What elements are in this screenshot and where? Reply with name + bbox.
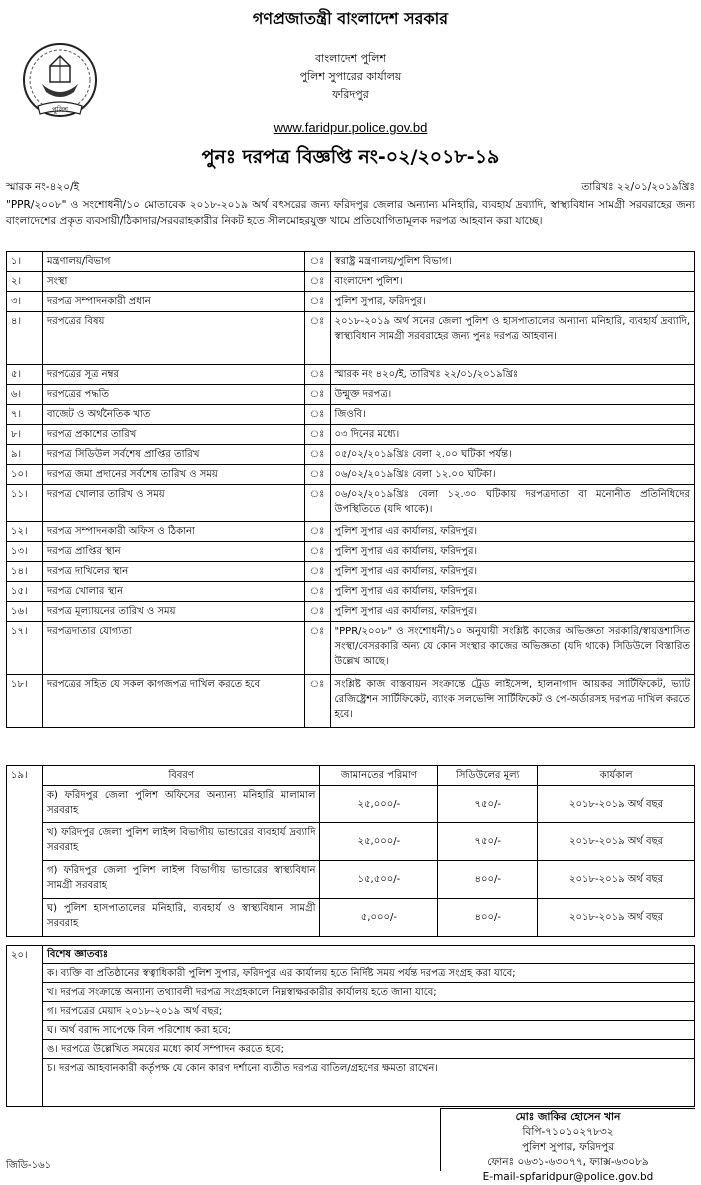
row-value: ০৬/০২/২০১৯খ্রিঃ বেলা ১২.৩০ ঘটিকায় দরপত্রদাতা বা মনোনীত প্রতিনিধিদের উপস্থিতিতে (যদি থাকে)। (330, 485, 694, 522)
detail-row (7, 485, 695, 522)
row-number: ১৭। (7, 622, 43, 675)
row-colon: ঃ (304, 542, 330, 562)
row-label: দরপত্রের পদ্ধতি (42, 385, 304, 405)
row-label: দরপত্র সম্পাদনকারী প্রধান (42, 292, 304, 312)
detail-row (7, 385, 695, 405)
row-colon: ঃ (304, 675, 330, 728)
row-colon: ঃ (304, 405, 330, 425)
signatory-email[interactable]: E-mail-spfaridpur@police.gov.bd (482, 1171, 654, 1183)
row-number: ৭। (7, 405, 43, 425)
row-number: ১৫। (7, 582, 43, 602)
memo-date: তারিখঃ ২২/০১/২০১৯খ্রিঃ (581, 181, 695, 193)
row-label: দরপত্র সম্পাদনকারী অফিস ও ঠিকানা (42, 522, 304, 542)
footer-code: জিডি-১৬১ (6, 1160, 52, 1171)
detail-row (7, 602, 695, 622)
row-value: স্মারক নং ৪২০/ই, তারিখঃ ২২/০১/২০১৯খ্রিঃ (330, 365, 694, 385)
row-value: পুলিশ সুপার এর কার্যালয়, ফরিদপুর। (330, 542, 694, 562)
row-number: ৪। (7, 312, 43, 365)
row-label: সংস্থা (42, 272, 304, 292)
header-description: বিবরণ (42, 766, 319, 786)
special-notes-number: ২০। (7, 946, 43, 1106)
department-name: বাংলাদেশ পুলিশ (315, 52, 386, 65)
item-row (7, 823, 695, 861)
detail-row (7, 582, 695, 602)
row-value: বাংলাদেশ পুলিশ। (330, 272, 694, 292)
item-period: ২০১৮-২০১৯ অর্থ বছর (538, 823, 695, 861)
row-label: দরপত্র খোলার তারিখ ও সময় (42, 485, 304, 522)
item-security: ২৫,০০০/- (320, 823, 438, 861)
row-colon: ঃ (304, 292, 330, 312)
detail-row (7, 445, 695, 465)
detail-row (7, 675, 695, 728)
detail-row (7, 425, 695, 445)
memo-row (6, 180, 695, 196)
item-row (7, 861, 695, 899)
detail-row (7, 542, 695, 562)
row-number: ৩। (7, 292, 43, 312)
item-security: ৫,০০০/- (320, 899, 438, 937)
special-note-line: গ। দরপত্রের মেয়াদ ২০১৮-২০১৯ অর্থ বছর; (43, 1002, 694, 1021)
signatory-phone: ফোনঃ ০৬৩১-৬৩০৭৭, ফ্যাক্স-৬৩০৮৯ (487, 1156, 649, 1168)
row-value: "PPR/২০০৮" ও সংশোধনী/১০ অনুযায়ী সংশ্লিষ্ট কাজের অভিজ্ঞতা সরকারি/স্বায়ত্তশাসিত সংস্থা/বেসরকারি অন্য যে কোন সংস্থার কাজের অভিজ্ঞতা (যদি থাকে) সিডিউলে বিস্তারিত উল্লেখ আছে। (330, 622, 694, 675)
detail-row (7, 465, 695, 485)
district-name: ফরিদপুর (332, 88, 369, 101)
special-notes (6, 945, 695, 1107)
row-label: মন্ত্রণালয়/বিভাগ (42, 252, 304, 272)
item-description: খ) ফরিদপুর জেলা পুলিশ লাইন্স বিভাগীয় ভান্ডারের ব্যবহার্য দ্রব্যাদি সরবরাহ (42, 823, 319, 861)
row-label: দরপত্র প্রকাশের তারিখ (42, 425, 304, 445)
items-header-row (7, 766, 695, 786)
row-number: ২। (7, 272, 43, 292)
row-number: ১০। (7, 465, 43, 485)
special-notes-body (43, 946, 694, 1078)
row-colon: ঃ (304, 485, 330, 522)
special-note-line: ঙ। দরপত্রে উল্লেখিত সময়ের মধ্যে কার্য সম্পাদন করতে হবে; (43, 1040, 694, 1059)
row-colon: ঃ (304, 425, 330, 445)
detail-row (7, 292, 695, 312)
row-value: পুলিশ সুপার এর কার্যালয়, ফরিদপুর। (330, 602, 694, 622)
detail-row (7, 522, 695, 542)
row-label: দরপত্রদাতার যোগ্যতা (42, 622, 304, 675)
row-value: পুলিশ সুপার এর কার্যালয়, ফরিদপুর। (330, 562, 694, 582)
row-colon: ঃ (304, 385, 330, 405)
row-value: জিওবি। (330, 405, 694, 425)
row-colon: ঃ (304, 465, 330, 485)
row-number: ১৪। (7, 562, 43, 582)
item-description: ক) ফরিদপুর জেলা পুলিশ অফিসের অন্যান্য মনিহারি মালামাল সরবরাহ (42, 786, 319, 823)
signatory-designation: পুলিশ সুপার, ফরিদপুর (522, 1141, 614, 1153)
row-label: বাজেট ও অর্থনৈতিক খাত (42, 405, 304, 425)
row-colon: ঃ (304, 582, 330, 602)
row-value: ০৬/০২/২০১৯খ্রিঃ বেলা ১২.০০ ঘটিকা। (330, 465, 694, 485)
row-value: ০৫/০২/২০১৯খ্রিঃ বেলা ২.০০ ঘটিকা পর্যন্ত। (330, 445, 694, 465)
special-notes-title: বিশেষ জ্ঞাতব্যঃ (43, 946, 694, 964)
row-label: দরপত্রের বিষয় (42, 312, 304, 365)
items-row-number: ১৯। (7, 766, 43, 937)
header-security: জামানতের পরিমাণ (320, 766, 438, 786)
row-number: ৬। (7, 385, 43, 405)
row-label: দরপত্র সিডিউল সর্বশেষ প্রাপ্তির তারিখ (42, 445, 304, 465)
detail-row (7, 405, 695, 425)
item-fee: ৭৫০/- (438, 823, 538, 861)
document-header (0, 0, 701, 178)
special-note-line: ক। ব্যক্তি বা প্রতিষ্ঠানের স্বত্বাধিকারী পুলিশ সুপার, ফরিদপুর এর কার্যালয় হতে নির্দিষ্ট সময় পর্যন্ত দরপত্র সংগ্রহ করা যাবে; (43, 964, 694, 983)
tender-details-table (6, 251, 695, 728)
row-colon: ঃ (304, 445, 330, 465)
memo-number: স্মারক নং-৪২০/ই (6, 181, 80, 193)
row-colon: ঃ (304, 252, 330, 272)
row-number: ৯। (7, 445, 43, 465)
notice-title: পুনঃ দরপত্র বিজ্ঞপ্তি নং-০২/২০১৮-১৯ (201, 146, 500, 168)
detail-row (7, 622, 695, 675)
row-value: ২০১৮-২০১৯ অর্থ সনের জেলা পুলিশ ও হাসপাতালের অন্যান্য মনিহারি, ব্যবহার্য দ্রব্যাদি, স্বাস্থ্যবিধান সামগ্রী সরবরাহের জন্য পুনঃ দরপত্র আহবান। (330, 312, 694, 365)
detail-row (7, 272, 695, 292)
header-schedule-fee: সিডিউলের মূল্য (438, 766, 538, 786)
item-fee: ৭৫০/- (438, 786, 538, 823)
row-number: ৮। (7, 425, 43, 445)
item-period: ২০১৮-২০১৯ অর্থ বছর (538, 899, 695, 937)
row-value: স্বরাষ্ট্র মন্ত্রণালয়/পুলিশ বিভাগ। (330, 252, 694, 272)
row-number: ১৮। (7, 675, 43, 728)
row-label: দরপত্র জমা প্রদানের সর্বশেষ তারিখ ও সময় (42, 465, 304, 485)
item-description: গ) ফরিদপুর জেলা পুলিশ লাইন্স বিভাগীয় ভান্ডারের স্বাস্থ্যবিধান সামগ্রী সরবরাহ (42, 861, 319, 899)
row-colon: ঃ (304, 312, 330, 365)
government-title: গণপ্রজাতন্ত্রী বাংলাদেশ সরকার (252, 9, 449, 28)
item-fee: ৪০০/- (438, 861, 538, 899)
detail-row (7, 562, 695, 582)
signatory-bp: বিপি-৭১০১০২৭৮৩২ (522, 1126, 614, 1138)
row-number: ১২। (7, 522, 43, 542)
row-colon: ঃ (304, 365, 330, 385)
row-number: ১৬। (7, 602, 43, 622)
signature-block (440, 1108, 695, 1183)
row-label: দরপত্রের সূত্র নম্বর (42, 365, 304, 385)
detail-row (7, 312, 695, 365)
row-colon: ঃ (304, 522, 330, 542)
row-label: দরপত্র দাখিলের স্থান (42, 562, 304, 582)
row-number: ১৩। (7, 542, 43, 562)
item-description: ঘ) পুলিশ হাসপাতালের মনিহারি, ব্যবহার্য ও স্বাস্থ্যবিধান সামগ্রী সরবরাহ (42, 899, 319, 937)
item-fee: ৪০০/- (438, 899, 538, 937)
row-value: পুলিশ সুপার, ফরিদপুর। (330, 292, 694, 312)
svg-text:পুলিশ: পুলিশ (51, 106, 69, 114)
row-number: ১১। (7, 485, 43, 522)
row-value: পুলিশ সুপার এর কার্যালয়, ফরিদপুর। (330, 582, 694, 602)
detail-row (7, 252, 695, 272)
item-security: ২৫,০০০/- (320, 786, 438, 823)
row-value: উন্মুক্ত দরপত্র। (330, 385, 694, 405)
special-note-line: ঘ। অর্থ বরাদ্দ সাপেক্ষে বিল পরিশোধ করা হবে; (43, 1021, 694, 1040)
item-row (7, 899, 695, 937)
items-table (6, 765, 695, 937)
row-value: ০৩ দিনের মধ্যে। (330, 425, 694, 445)
row-label: দরপত্র খোলার স্থান (42, 582, 304, 602)
intro-paragraph: "PPR/২০০৮" ও সংশোধনী/১০ মোতাবেক ২০১৮-২০১৯ অর্থ বৎসরের জন্য ফরিদপুর জেলার অন্যান্য মনিহারি, ব্যবহার্য দ্রব্যাদি, স্বাস্থ্যবিধান সামগ্রী সরবরাহের জন্য বাংলাদেশের প্রকৃত ব্যবসায়ী/ঠিকাদার/সরবরাহকারীর নিকট হতে সীলমোহরযুক্ত খামে প্রতিযোগিতামূলক দরপত্র আহবান করা যাচ্ছে। (6, 199, 695, 227)
row-colon: ঃ (304, 622, 330, 675)
detail-row (7, 365, 695, 385)
special-note-line: খ। দরপত্র সংক্রান্তে অন্যান্য তথ্যাবলী দরপত্র সংগ্রহকালে নিম্নস্বাক্ষরকারীর কার্যালয় হতে জানা যাবে; (43, 983, 694, 1002)
item-security: ১৫,৫০০/- (320, 861, 438, 899)
row-value: পুলিশ সুপার এর কার্যালয়, ফরিদপুর। (330, 522, 694, 542)
row-number: ১। (7, 252, 43, 272)
row-value: সংশ্লিষ্ট কাজ বাস্তবায়ন সংক্রান্তে ট্রেড লাইসেন্স, হালনাগাদ আয়কর সার্টিফিকেট, ভ্যাট রেজিষ্ট্রেশন সার্টিফিকেট, ব্যাংক সলভেন্সি সার্টিফিকেট ও পে-অর্ডারসহ দরপত্র দাখিল করতে হবে। (330, 675, 694, 728)
row-label: দরপত্রের সহিত যে সকল কাগজপত্র দাখিল করতে হবে (42, 675, 304, 728)
item-row (7, 786, 695, 823)
website-link[interactable]: www.faridpur.police.gov.bd (273, 120, 428, 135)
special-note-line: চ। দরপত্র আহবানকারী কর্তৃপক্ষ যে কোন কারণ দর্শানো ব্যতীত দরপত্র বাতিল/গ্রহণের ক্ষমতা রাখেন। (47, 1063, 438, 1074)
row-label: দরপত্র প্রাপ্তির স্থান (42, 542, 304, 562)
signatory-name: মোঃ জাকির হোসেন খান (515, 1111, 621, 1123)
row-colon: ঃ (304, 562, 330, 582)
office-name: পুলিশ সুপারের কার্যালয় (299, 70, 402, 83)
row-colon: ঃ (304, 602, 330, 622)
item-period: ২০১৮-২০১৯ অর্থ বছর (538, 786, 695, 823)
row-label: দরপত্র মূল্যায়নের তারিখ ও সময় (42, 602, 304, 622)
item-period: ২০১৮-২০১৯ অর্থ বছর (538, 861, 695, 899)
row-number: ৫। (7, 365, 43, 385)
header-period: কার্যকাল (538, 766, 695, 786)
row-colon: ঃ (304, 272, 330, 292)
